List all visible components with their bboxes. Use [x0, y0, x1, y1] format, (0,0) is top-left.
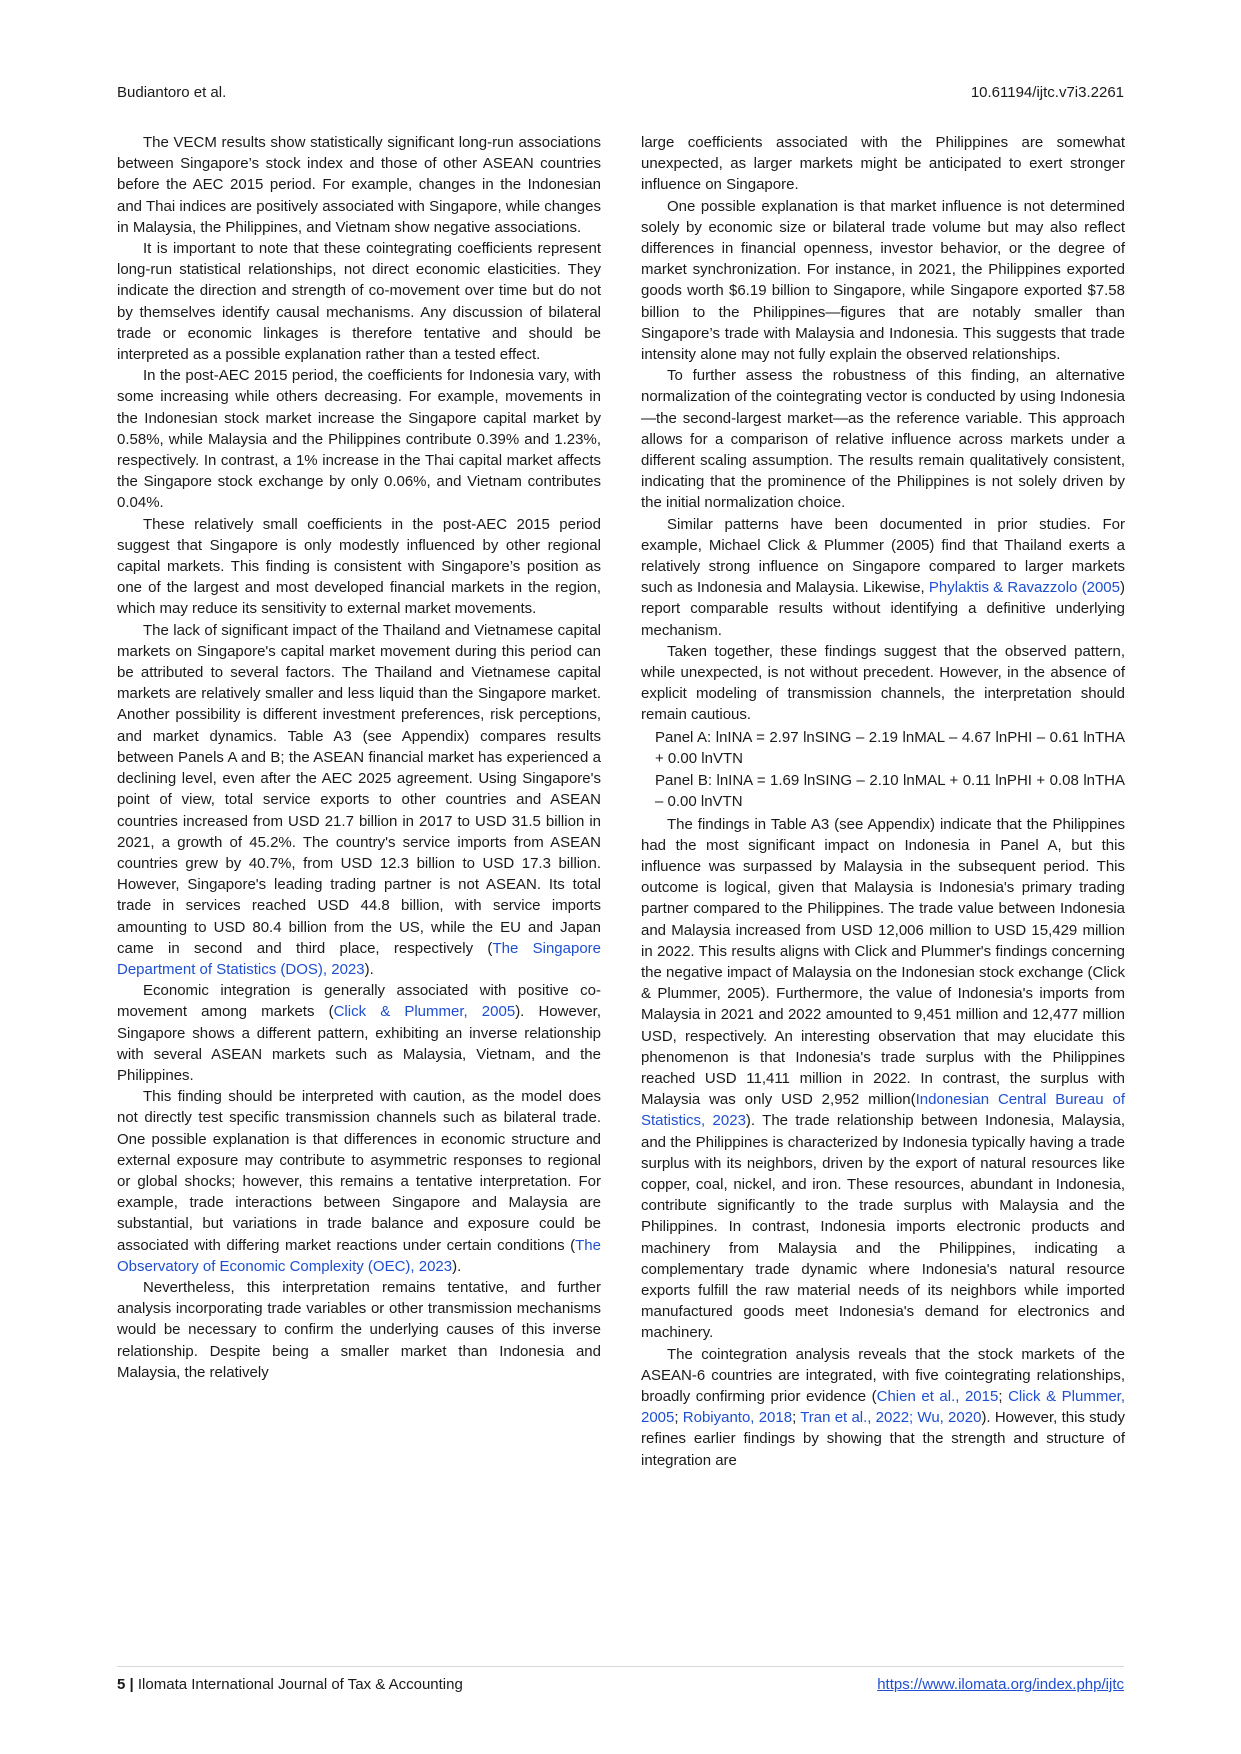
paragraph-text: The cointegration analysis reveals that the stock markets of the ASEAN-6 countries are integrated, with five cointegrating relationships, broadly confirming prior evidence (: [641, 1345, 1125, 1405]
citation-link[interactable]: The Observatory of Economic Complexity (OEC), 2023: [117, 1236, 601, 1275]
right-column: [641, 132, 1125, 1471]
left-column: [117, 132, 601, 1383]
paragraph-text: Economic integration is generally associated with positive co-movement among markets (: [117, 982, 601, 1021]
paragraph: [641, 514, 1125, 641]
paragraph-text: ). However, Singapore shows a different pattern, exhibiting an inverse relationship with several ASEAN markets such as Malaysia, Vietnam, and the Philippines.: [117, 1003, 601, 1084]
paragraph-text: ;: [998, 1387, 1009, 1405]
paragraph: It is important to note that these cointegrating coefficients represent long-run statistical relationships, not direct economic elasticities. They indicate the direction and strength of co-movement over time but do not by themselves identify causal mechanisms. Any discussion of bilateral trade or economic linkages is therefore tentative and should be interpreted as a possible explanation rather than a tested effect.: [117, 240, 601, 364]
paragraph: The VECM results show statistically significant long-run associations between Singapore’s stock index and those of other ASEAN countries before the AEC 2015 period. For example, changes in the Indonesian and Thai indices are positively associated with Singapore, while changes in Malaysia, the Philippines, and Vietnam show negative associations.: [117, 134, 601, 236]
paragraph-text: ).: [364, 960, 374, 978]
paragraph: large coefficients associated with the Philippines are somewhat unexpected, as larger markets might be anticipated to exert stronger influence on Singapore.: [641, 134, 1125, 194]
paragraph: Nevertheless, this interpretation remains tentative, and further analysis incorporating trade variables or other transmission mechanisms would be necessary to confirm the underlying causes of this inverse relationship. Despite being a smaller market than Indonesia and Malaysia, the relatively: [117, 1278, 601, 1381]
citation-link[interactable]: Click & Plummer, 2005: [333, 1003, 516, 1021]
paragraph: [117, 1086, 601, 1277]
page-footer: [117, 1676, 1124, 1693]
citation-link[interactable]: The Singapore Department of Statistics (DOS), 2023: [117, 939, 601, 978]
citation-link[interactable]: Phylaktis & Ravazzolo (2005: [928, 579, 1120, 597]
footer-separator: |: [129, 1676, 134, 1693]
equation-panel-a: Panel A: lnINA = 2.97 lnSING – 2.19 lnMAL – 4.67 lnPHI – 0.61 lnTHA + 0.00 lnVTN: [655, 728, 1125, 767]
paragraph-text: ). The trade relationship between Indonesia, Malaysia, and the Philippines is characterized by Indonesia typically having a trade surplus with its neighbors, driven by the export of natural resources like copper, coal, nickel, and iron. These resources, abundant in Indonesia, contribute significantly to the trade surplus with Malaysia and the Philippines. In contrast, Indonesia imports electronic products and machinery from Malaysia and the Philippines, indicating a complementary trade dynamic where Indonesia's natural resource exports fulfill the raw material needs of its neighbors while imported manufactured goods meet Indonesia's demand for electronics and machinery.: [641, 1112, 1126, 1342]
paragraph-text: The findings in Table A3 (see Appendix) indicate that the Philippines had the most significant impact on Indonesia in Panel A, but this influence was surpassed by Malaysia in the subsequent period. This outcome is logical, given that Malaysia is Indonesia's primary trading partner compared to the Philippines. The trade value between Indonesia and Malaysia increased from USD 12,006 million to USD 15,429 million in 2022. This results aligns with Click and Plummer's findings concerning the negative impact of Malaysia on the Indonesian stock exchange (Click & Plummer, 2005). Furthermore, the value of Indonesia's imports from Malaysia in 2021 and 2022 amounted to 9,451 million and 12,477 million USD, respectively. An interesting observation that may elucidate this phenomenon is that Indonesia's trade surplus with the Philippines reached USD 11,411 million in 2022. In contrast, the surplus with Malaysia was only USD 2,952 million(: [641, 815, 1125, 1109]
journal-name: Ilomata International Journal of Tax & Accounting: [137, 1676, 463, 1693]
footer-divider: [117, 1666, 1124, 1667]
citation-link[interactable]: Robiyanto, 2018: [682, 1409, 793, 1427]
paragraph-text: ;: [792, 1409, 801, 1427]
equation-panel-b: Panel B: lnINA = 1.69 lnSING – 2.10 lnMAL + 0.11 lnPHI + 0.08 lnTHA – 0.00 lnVTN: [655, 772, 1125, 811]
paragraph-text: Similar patterns have been documented in prior studies. For example, Michael Click & Plummer (2005) find that Thailand exerts a relatively strong influence on Singapore compared to larger markets such as Indonesia and Malaysia. Likewise,: [641, 515, 1125, 597]
paragraph: To further assess the robustness of this finding, an alternative normalization of the cointegrating vector is conducted by using Indonesia—the second-largest market—as the reference variable. This approach allows for a comparison of relative influence across markets under a different scaling assumption. The results remain qualitatively consistent, indicating that the prominence of the Philippines is not solely driven by the initial normalization choice.: [641, 367, 1125, 512]
paragraph: Taken together, these findings suggest that the observed pattern, while unexpected, is not without precedent. However, in the absence of explicit modeling of transmission channels, the interpretation should remain cautious.: [641, 642, 1125, 724]
citation-link[interactable]: Click & Plummer, 2005: [641, 1387, 1126, 1427]
paragraph-text: This finding should be interpreted with caution, as the model does not directly test specific transmission channels such as bilateral trade. One possible explanation is that differences in economic structure and external exposure may contribute to asymmetric responses to regional or global shocks; however, this remains a tentative interpretation. For example, trade interactions between Singapore and Malaysia are substantial, but variations in trade balance and exposure could be associated with differing market reactions under certain conditions (: [117, 1088, 601, 1254]
paragraph: In the post-AEC 2015 period, the coefficients for Indonesia vary, with some increasing while others decreasing. For example, movements in the Indonesian stock market increase the Singapore capital market by 0.58%, while Malaysia and the Philippines contribute 0.39% and 1.23%, respectively. In contrast, a 1% increase in the Thai capital market affects the Singapore stock exchange by only 0.06%, and Vietnam contributes 0.04%.: [117, 367, 601, 512]
paragraph-text: ) report comparable results without identifying a definitive underlying mechanism.: [641, 579, 1125, 639]
citation-link[interactable]: Chien et al., 2015: [876, 1387, 999, 1405]
paragraph-text: ).: [452, 1257, 462, 1275]
page-number: 5: [117, 1676, 126, 1693]
paragraph: [117, 980, 601, 1086]
journal-url-link[interactable]: https://www.ilomata.org/index.php/ijtc: [877, 1676, 1124, 1693]
paragraph-text: The lack of significant impact of the Thailand and Vietnamese capital markets on Singapore's capital market movement during this period can be attributed to several factors. The Thailand and Vietnamese capital markets are relatively smaller and less liquid than the Singapore market. Another possibility is different investment preferences, risk perceptions, and market dynamics. Table A3 (see Appendix) compares results between Panels A and B; the ASEAN financial market has experienced a declining level, even after the AEC 2025 agreement. Using Singapore's point of view, total service exports to other countries and ASEAN countries increased from USD 21.7 billion in 2017 to USD 31.5 billion in 2021, a growth of 45.2%. The country's service imports from ASEAN countries grew by 40.7%, from USD 12.3 billion to USD 17.3 billion. However, Singapore's leading trading partner is not ASEAN. Its total trade in services reached USD 44.8 billion, with service imports amounting to USD 80.4 billion from the US, while the EU and Japan came in second and third place, respectively (: [117, 621, 601, 957]
citation-link[interactable]: Indonesian Central Bureau of Statistics, 2023: [641, 1091, 1125, 1130]
paragraph-text: ). However, this study refines earlier findings by showing that the strength and structure of integration are: [641, 1409, 1125, 1469]
paragraph-text: ;: [674, 1409, 683, 1427]
running-header-doi: 10.61194/ijtc.v7i3.2261: [970, 84, 1124, 101]
paragraph: [641, 1344, 1125, 1471]
paragraph: These relatively small coefficients in the post-AEC 2015 period suggest that Singapore is only modestly influenced by other regional capital markets. This finding is consistent with Singapore’s position as one of the largest and most developed financial markets in the region, which may reduce its sensitivity to external market movements.: [117, 515, 601, 618]
paragraph: One possible explanation is that market influence is not determined solely by economic size or bilateral trade volume but may also reflect differences in financial openness, investor behavior, or the degree of market synchronization. For instance, in 2021, the Philippines exported goods worth $6.19 billion to Singapore, while Singapore exported $7.58 billion to the Philippines—figures that are notably smaller than Singapore’s trade with Malaysia and Indonesia. This suggests that trade intensity alone may not fully explain the observed relationships.: [641, 197, 1125, 364]
running-header-authors: Budiantoro et al.: [117, 84, 227, 101]
paragraph: [117, 620, 601, 980]
paragraph: [641, 814, 1125, 1344]
citation-link[interactable]: Tran et al., 2022; Wu, 2020: [800, 1409, 982, 1427]
